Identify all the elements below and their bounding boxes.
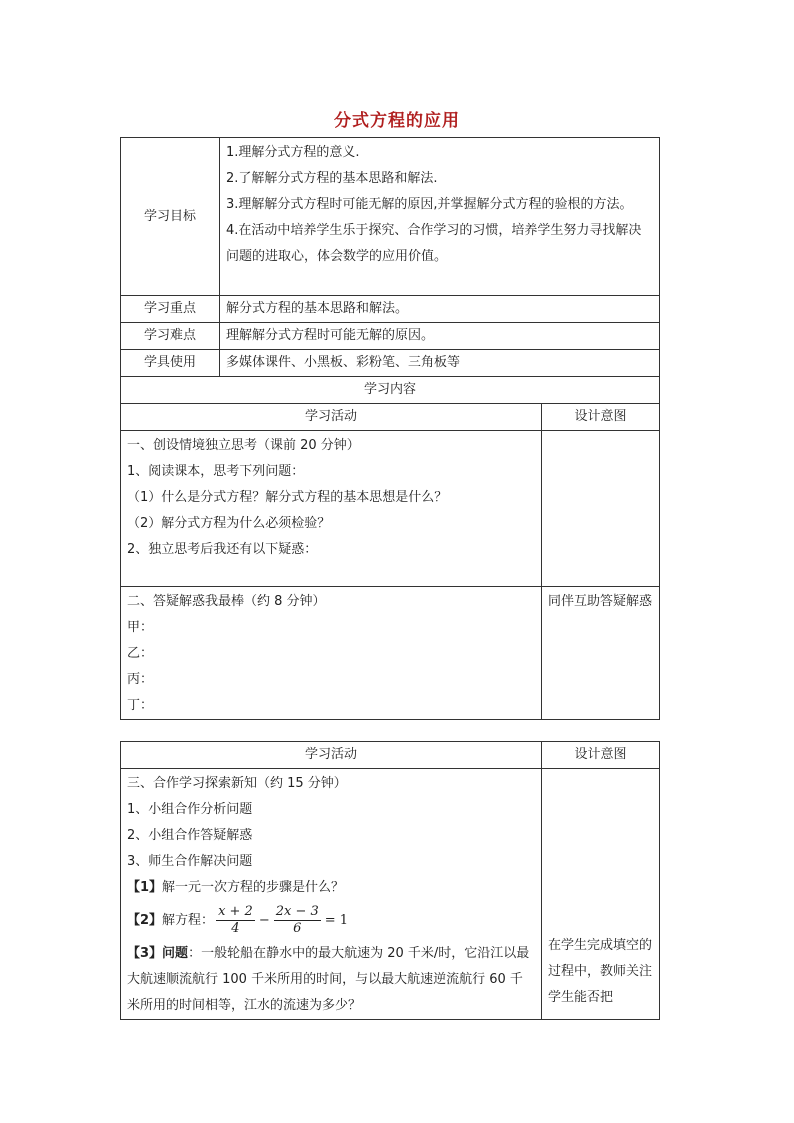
page-title: 分式方程的应用 (334, 111, 460, 131)
lesson-table-2 (120, 741, 660, 1020)
section1-line: 1、阅读课本，思考下列问题： (127, 464, 305, 479)
activity-header: 学习活动 (121, 404, 542, 431)
section2-line: 甲： (127, 620, 154, 635)
fraction-1-denominator: 4 (231, 921, 240, 936)
objective-item: 1.理解分式方程的意义. (226, 145, 360, 160)
section2-line: 丙： (127, 672, 154, 687)
intent-header: 设计意图 (542, 742, 660, 769)
section1-line: （1）什么是分式方程？解分式方程的基本思想是什么？ (127, 490, 448, 505)
section1-line: 2、独立思考后我还有以下疑惑： (127, 542, 318, 557)
section1-line: （2）解分式方程为什么必须检验？ (127, 516, 331, 531)
focus-value: 解分式方程的基本思路和解法。 (220, 296, 660, 323)
equals-one: = 1 (324, 913, 349, 928)
question-3-tag: 【3】 (127, 946, 163, 961)
difficulty-label: 学习难点 (121, 323, 220, 350)
question-3-word: 问题 (162, 946, 189, 961)
question-2 (127, 901, 535, 941)
difficulty-value: 理解解分式方程时可能无解的原因。 (220, 323, 660, 350)
section3-line: 3、师生合作解决问题 (127, 854, 253, 869)
activity-header: 学习活动 (121, 742, 542, 769)
section2-line: 二、答疑解惑我最棒（约 8 分钟） (127, 594, 326, 609)
question-1-tag: 【1】 (127, 880, 163, 895)
fraction-1 (216, 904, 255, 937)
lesson-table-1 (120, 137, 660, 720)
section1-line: 一、创设情境独立思考（课前 20 分钟） (127, 438, 360, 453)
objective-item: 4.在活动中培养学生乐于探究、合作学习的习惯，培养学生努力寻找解决问题的进取心，体会数学的应用价值。 (226, 223, 642, 264)
content-header: 学习内容 (121, 377, 660, 404)
minus-sign: − (258, 913, 270, 928)
section3-line: 2、小组合作答疑解惑 (127, 828, 253, 843)
objective-item: 3.理解解分式方程时可能无解的原因,并掌握解分式方程的验根的方法。 (226, 197, 633, 212)
question-3-text: ：一般轮船在静水中的最大航速为 20 千米/时，它沿江以最大航速顺流航行 100 千米所用的时间，与以最大航速逆流航行 60 千米所用的时间相等，江水的流速为多少？ (127, 946, 530, 1013)
fraction-2-numerator: 2x − 3 (275, 904, 319, 919)
section2-intent: 同伴互助答疑解惑 (548, 594, 653, 609)
section2-line: 乙： (127, 646, 154, 661)
section3-line: 1、小组合作分析问题 (127, 802, 253, 817)
objective-item: 2.了解解分式方程的基本思路和解法. (226, 171, 438, 186)
question-2-label: 解方程： (162, 913, 215, 928)
question-1 (127, 875, 535, 901)
question-3 (127, 941, 535, 1019)
fraction-2 (274, 904, 321, 937)
objectives-label: 学习目标 (121, 138, 220, 296)
section3-line: 三、合作学习探索新知（约 15 分钟） (127, 776, 347, 791)
fraction-1-numerator: x + 2 (218, 904, 253, 919)
question-1-text: 解一元一次方程的步骤是什么？ (162, 880, 345, 895)
intent-header: 设计意图 (542, 404, 660, 431)
tools-label: 学具使用 (121, 350, 220, 377)
focus-label: 学习重点 (121, 296, 220, 323)
tools-value: 多媒体课件、小黑板、彩粉笔、三角板等 (220, 350, 660, 377)
fraction-2-denominator: 6 (293, 921, 302, 936)
section2-line: 丁： (127, 698, 154, 713)
question-2-tag: 【2】 (127, 913, 163, 928)
section3-intent: 在学生完成填空的过程中，教师关注学生能否把 (548, 938, 653, 1005)
